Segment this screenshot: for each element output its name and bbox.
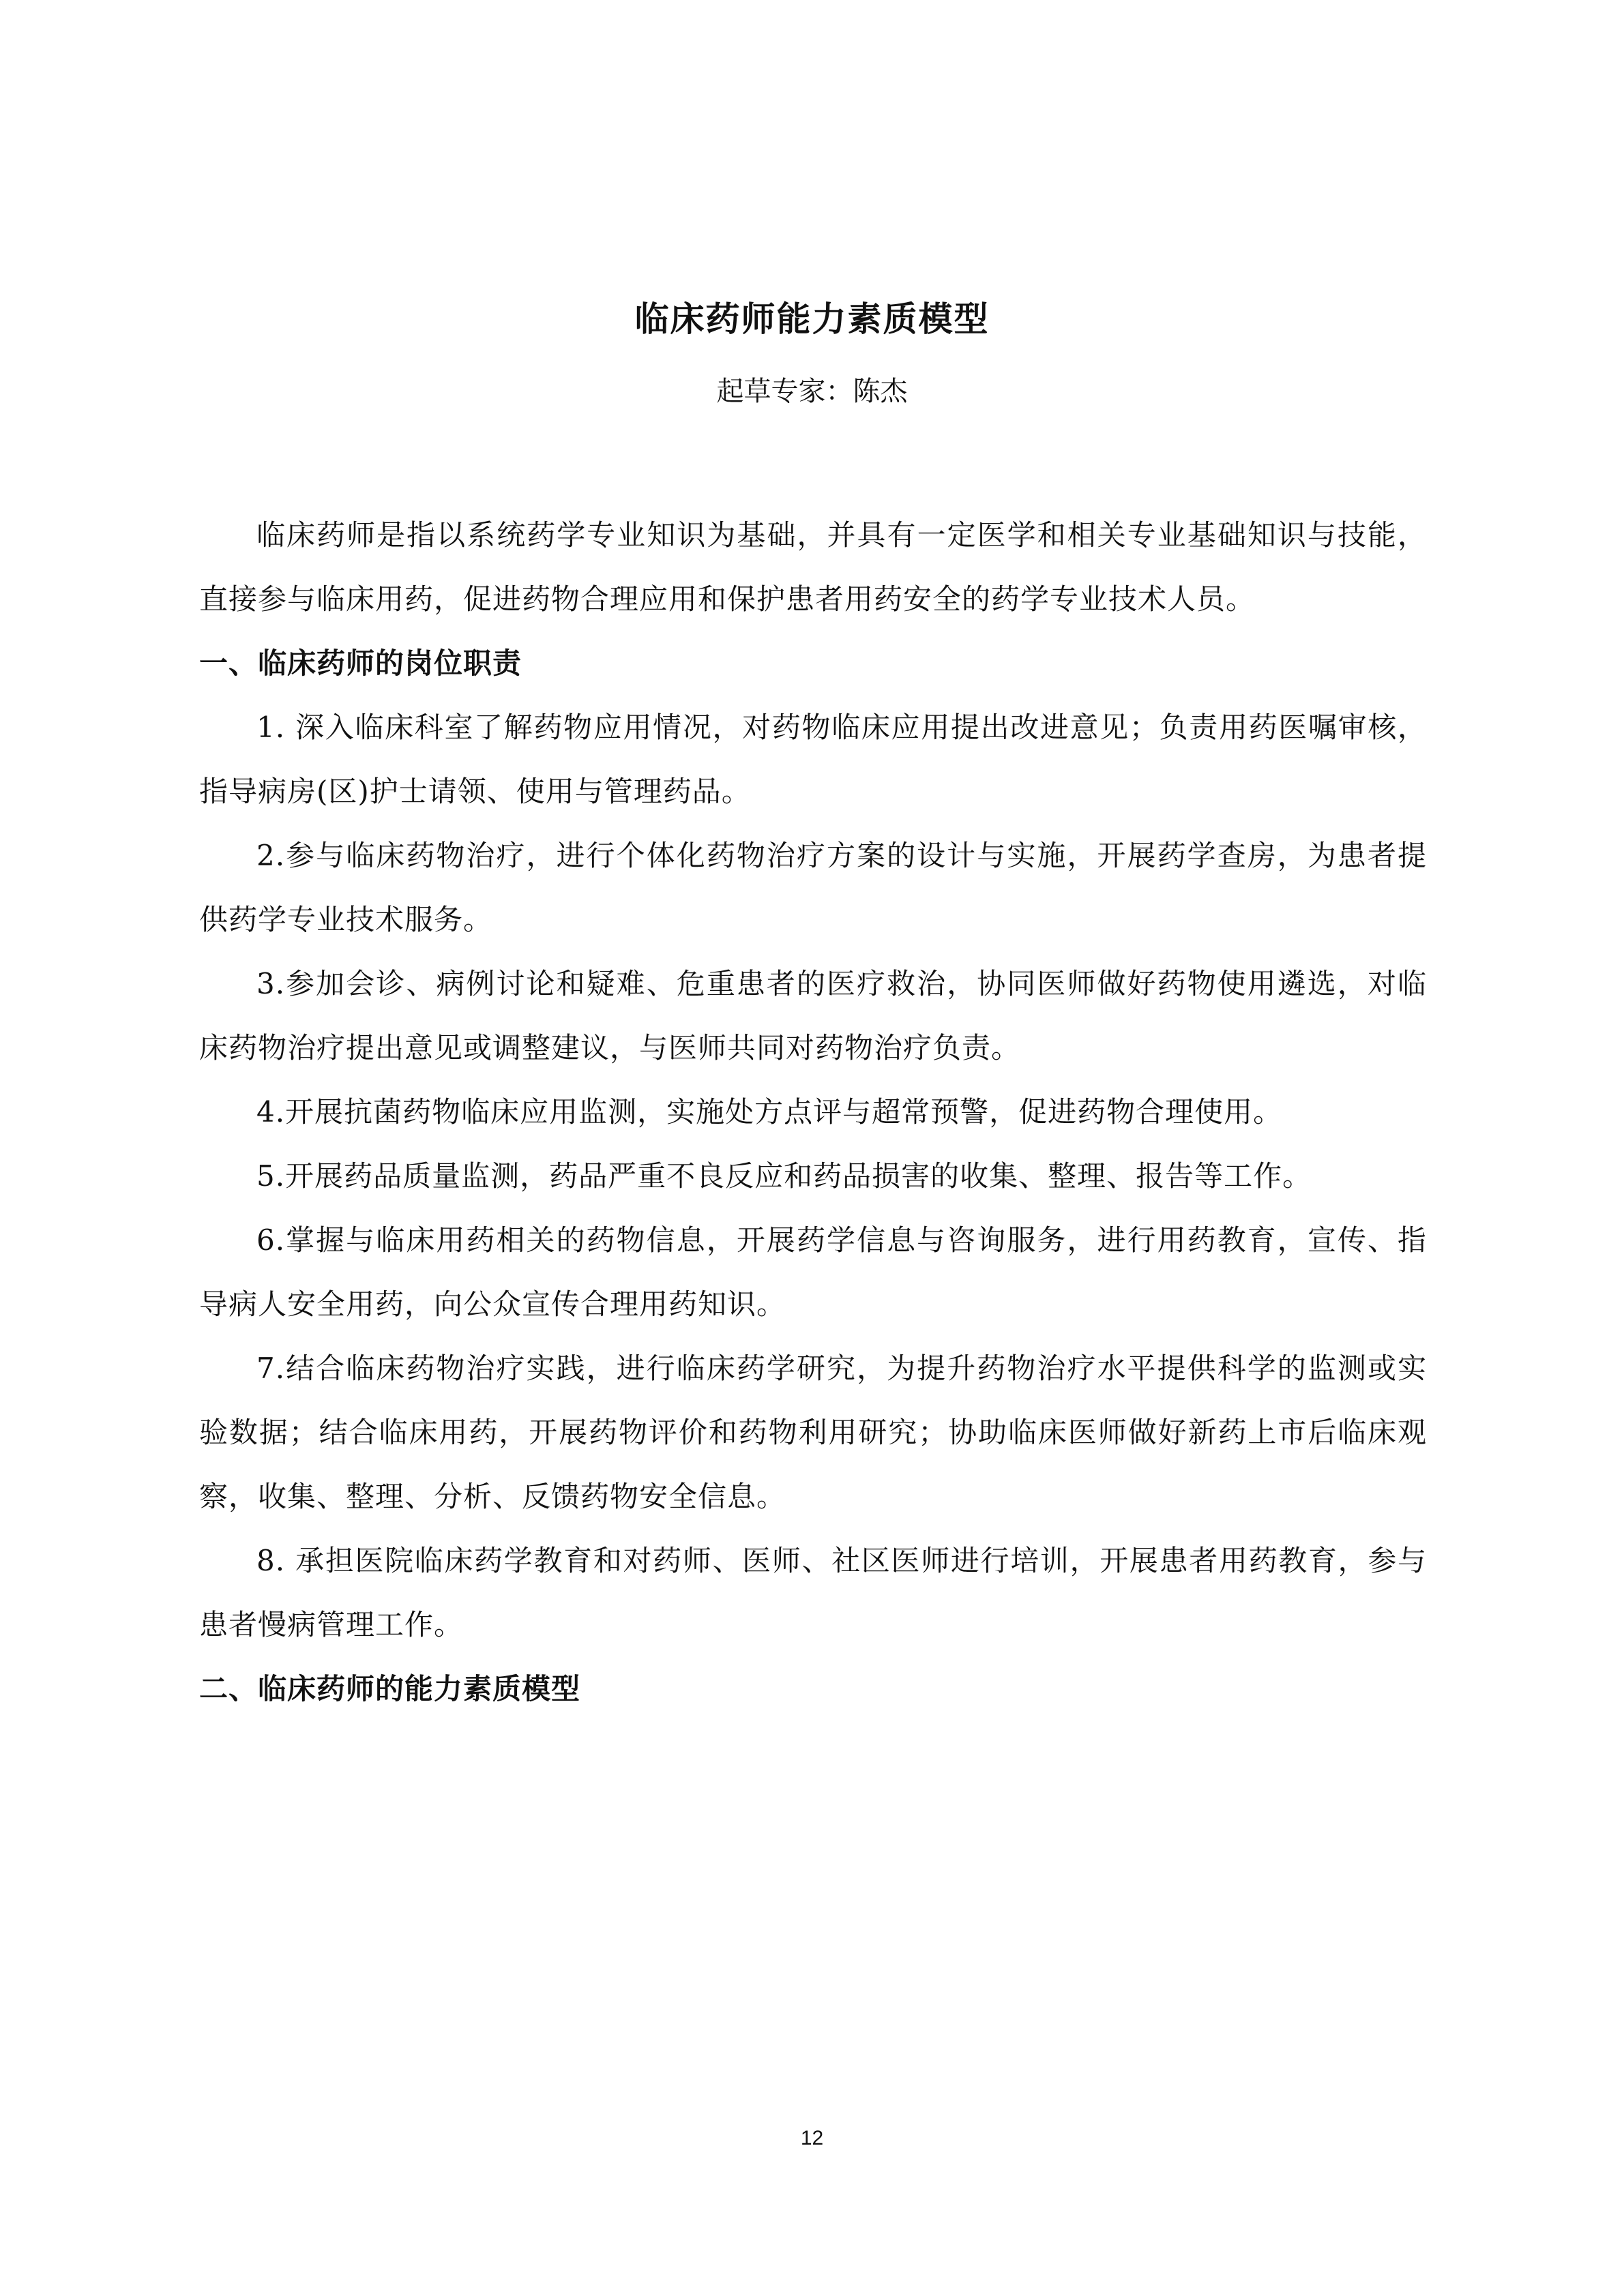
duty-item: 7.结合临床药物治疗实践，进行临床药学研究，为提升药物治疗水平提供科学的监测或实验数据；结合临床用药，开展药物评价和药物利用研究；协助临床医师做好新药上市后临床观察，收集、整理、分析、反馈药物安全信息。	[199, 1352, 1427, 1513]
duty-item: 4.开展抗菌药物临床应用监测，实施处方点评与超常预警，促进药物合理使用。	[256, 1095, 1283, 1129]
duty-item: 8. 承担医院临床药学教育和对药师、医师、社区医师进行培训，开展患者用药教育，参与患者慢病管理工作。	[199, 1544, 1427, 1641]
duty-item: 6.掌握与临床用药相关的药物信息，开展药学信息与咨询服务，进行用药教育，宣传、指导病人安全用药，向公众宣传合理用药知识。	[199, 1223, 1427, 1321]
duty-item: 5.开展药品质量监测，药品严重不良反应和药品损害的收集、整理、报告等工作。	[256, 1159, 1312, 1193]
duty-item: 1. 深入临床科室了解药物应用情况，对药物临床应用提出改进意见；负责用药医嘱审核，指导病房(区)护士请领、使用与管理药品。	[199, 711, 1427, 808]
section-heading-duties: 一、临床药师的岗位职责	[199, 646, 522, 680]
page-number: 12	[800, 2127, 824, 2149]
section-heading-competency-model: 二、临床药师的能力素质模型	[199, 1672, 581, 1705]
duty-item: 2.参与临床药物治疗，进行个体化药物治疗方案的设计与实施，开展药学查房，为患者提供药学专业技术服务。	[199, 839, 1427, 936]
document-title: 临床药师能力素质模型	[634, 299, 990, 339]
intro-paragraph: 临床药师是指以系统药学专业知识为基础，并具有一定医学和相关专业基础知识与技能，直接参与临床用药，促进药物合理应用和保护患者用药安全的药学专业技术人员。	[199, 518, 1427, 616]
duty-item: 3.参加会诊、病例讨论和疑难、危重患者的医疗救治，协同医师做好药物使用遴选，对临床药物治疗提出意见或调整建议，与医师共同对药物治疗负责。	[199, 967, 1427, 1064]
document-body	[199, 503, 1427, 1721]
author-line: 起草专家：陈杰	[716, 376, 908, 407]
